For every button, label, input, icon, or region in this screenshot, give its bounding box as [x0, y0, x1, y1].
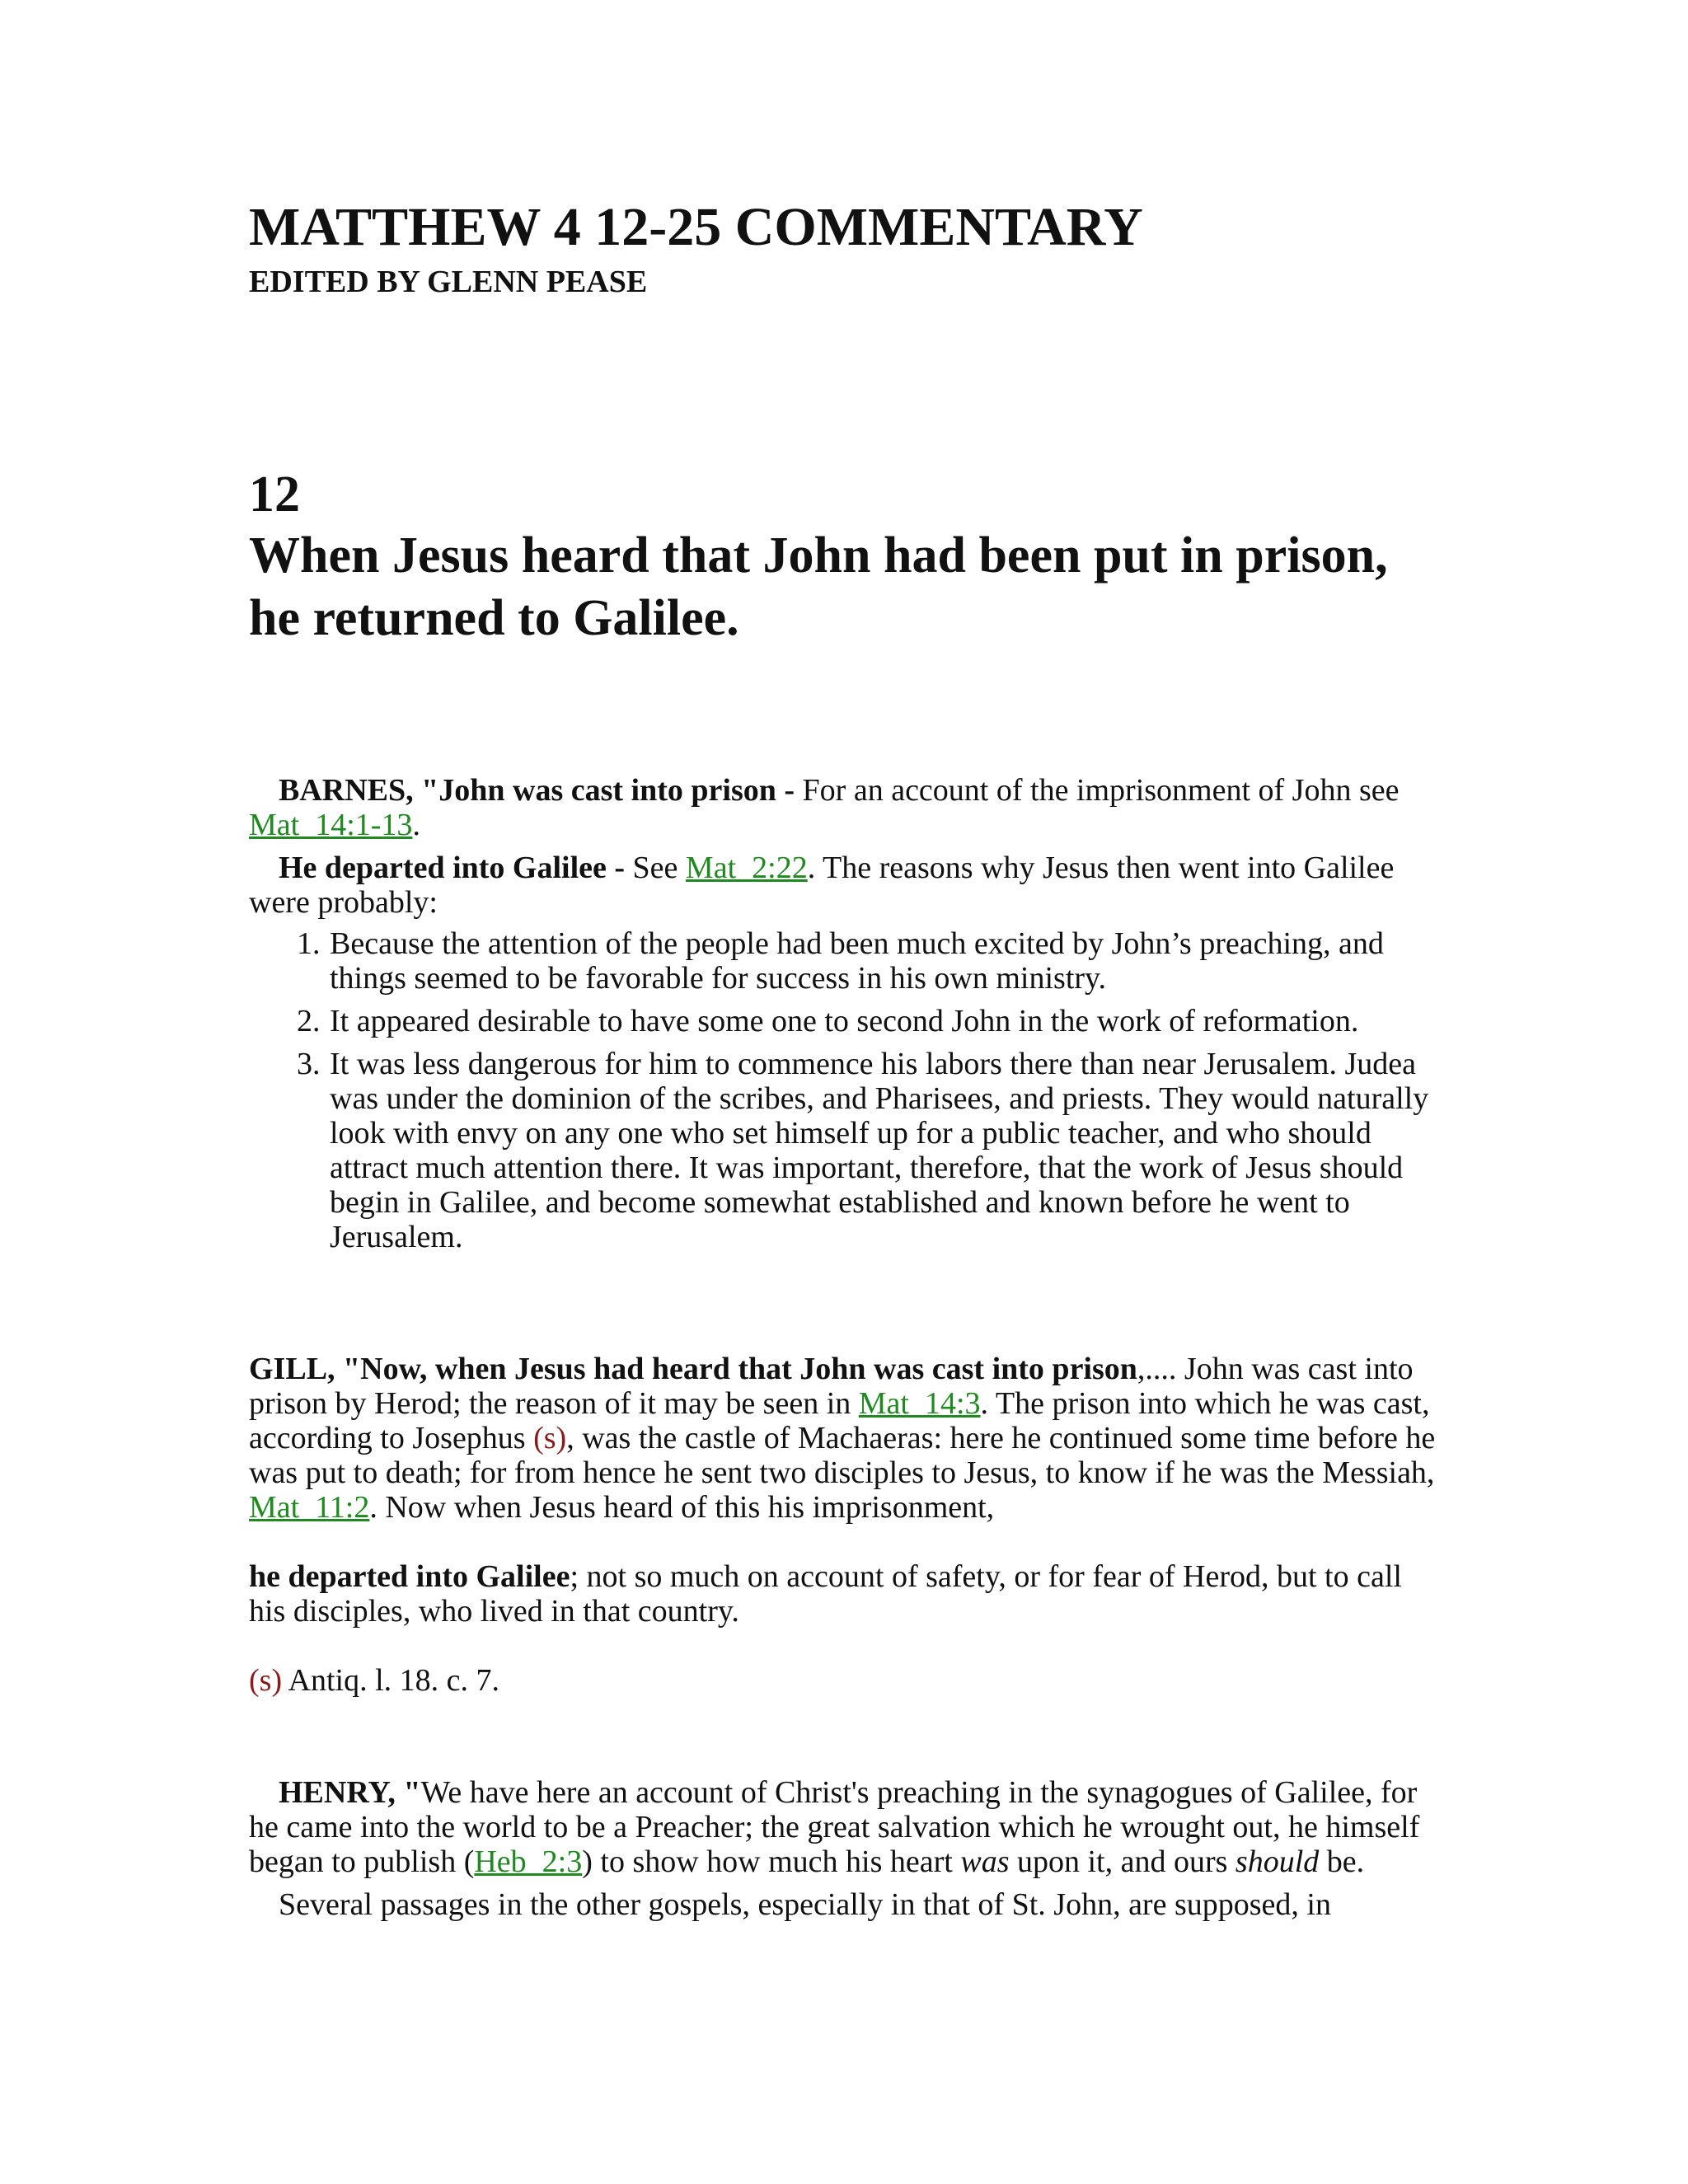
gill-paragraph-2: [249, 1559, 1444, 1629]
document-subtitle: EDITED BY GLENN PEASE: [249, 265, 648, 299]
link-mat-14-3[interactable]: Mat_14:3: [858, 1386, 981, 1421]
henry-emphasis-was: was: [960, 1844, 1010, 1879]
footnote-marker: (s): [249, 1663, 283, 1698]
link-heb-2-3[interactable]: Heb_2:3: [474, 1844, 583, 1879]
verse-number: 12: [249, 466, 300, 523]
barnes-p2-heading: He departed into Galilee -: [279, 851, 633, 885]
barnes-p2-text: . The reasons why Jesus then went into Galilee were probably:: [249, 851, 1395, 920]
gill-text-4: . Now when Jesus heard of this his imprisonment,: [369, 1490, 995, 1525]
gill-label: GILL, "Now, when Jesus had heard that John was cast into prison: [249, 1352, 1137, 1386]
gill-text-2: . The prison into which he was cast, according to Josephus: [249, 1386, 1430, 1455]
barnes-p1-end: .: [412, 808, 420, 842]
henry-text-4: be.: [1319, 1844, 1365, 1879]
barnes-label: BARNES, "John was cast into prison -: [279, 773, 803, 808]
list-item: 2. It appeared desirable to have some one to second John in the work of reformation.: [328, 1004, 1444, 1038]
link-mat-14-1-13[interactable]: Mat_14:1-13: [249, 808, 413, 842]
henry-text-2: ) to show how much his heart: [582, 1844, 961, 1879]
barnes-paragraph-2: [249, 851, 1444, 920]
henry-paragraph-1: [249, 1775, 1444, 1879]
footnote-text: Antiq. l. 18. c. 7.: [282, 1663, 499, 1698]
document-title: MATTHEW 4 12-25 COMMENTARY: [249, 197, 1143, 257]
gill-paragraph-1: [249, 1352, 1444, 1525]
list-item: 3. It was less dangerous for him to commence his labors there than near Jerusalem. Judea was under the dominion of the scribes, and Pharisees, and priests. They would naturally look with envy on any one who set himself up for a public teacher, and who should attract much attention there. It was important, therefore, that the work of Jesus should begin in Galilee, and become somewhat established and known before he went to Jerusalem.: [328, 1047, 1444, 1254]
list-item: 1. Because the attention of the people had been much excited by John’s preaching, and things seemed to be favorable for success in his own ministry.: [328, 926, 1444, 996]
gill-footnote: [249, 1663, 1444, 1698]
barnes-p1-text: For an account of the imprisonment of John see: [802, 773, 1400, 808]
link-mat-11-2[interactable]: Mat_11:2: [249, 1490, 370, 1525]
gill-p2-text: ; not so much on account of safety, or for fear of Herod, but to call his disciples, who lived in that country.: [249, 1559, 1402, 1629]
verse-text: When Jesus heard that John had been put in prison, he returned to Galilee.: [249, 527, 1388, 646]
link-mat-2-22[interactable]: Mat_2:22: [685, 851, 808, 885]
henry-emphasis-should: should: [1235, 1844, 1320, 1879]
gill-p2-heading: he departed into Galilee: [249, 1559, 570, 1594]
henry-label: HENRY, ": [279, 1775, 421, 1810]
henry-commentary: [249, 1775, 1444, 1922]
gill-text-3: , was the castle of Machaeras: here he continued some time before he was put to death; for from hence he sent two disciples to Jesus, to know if he was the Messiah,: [249, 1421, 1436, 1490]
henry-paragraph-2: Several passages in the other gospels, especially in that of St. John, are supposed, in: [279, 1887, 1331, 1922]
barnes-p2-pre: See: [632, 851, 686, 885]
henry-text-1: We have here an account of Christ's preaching in the synagogues of Galilee, for he came into the world to be a Preacher; the great salvation which he wrought out, he himself began to publish (: [249, 1775, 1420, 1879]
barnes-reasons-list: [249, 926, 1444, 1254]
barnes-commentary: [249, 773, 1444, 1263]
footnote-ref[interactable]: (s): [533, 1421, 567, 1455]
gill-text-1: ,.... John was cast into prison by Herod; the reason of it may be seen in: [249, 1352, 1414, 1421]
henry-text-3: upon it, and ours: [1009, 1844, 1236, 1879]
barnes-paragraph-1: [249, 773, 1444, 842]
gill-commentary: [249, 1352, 1444, 1698]
